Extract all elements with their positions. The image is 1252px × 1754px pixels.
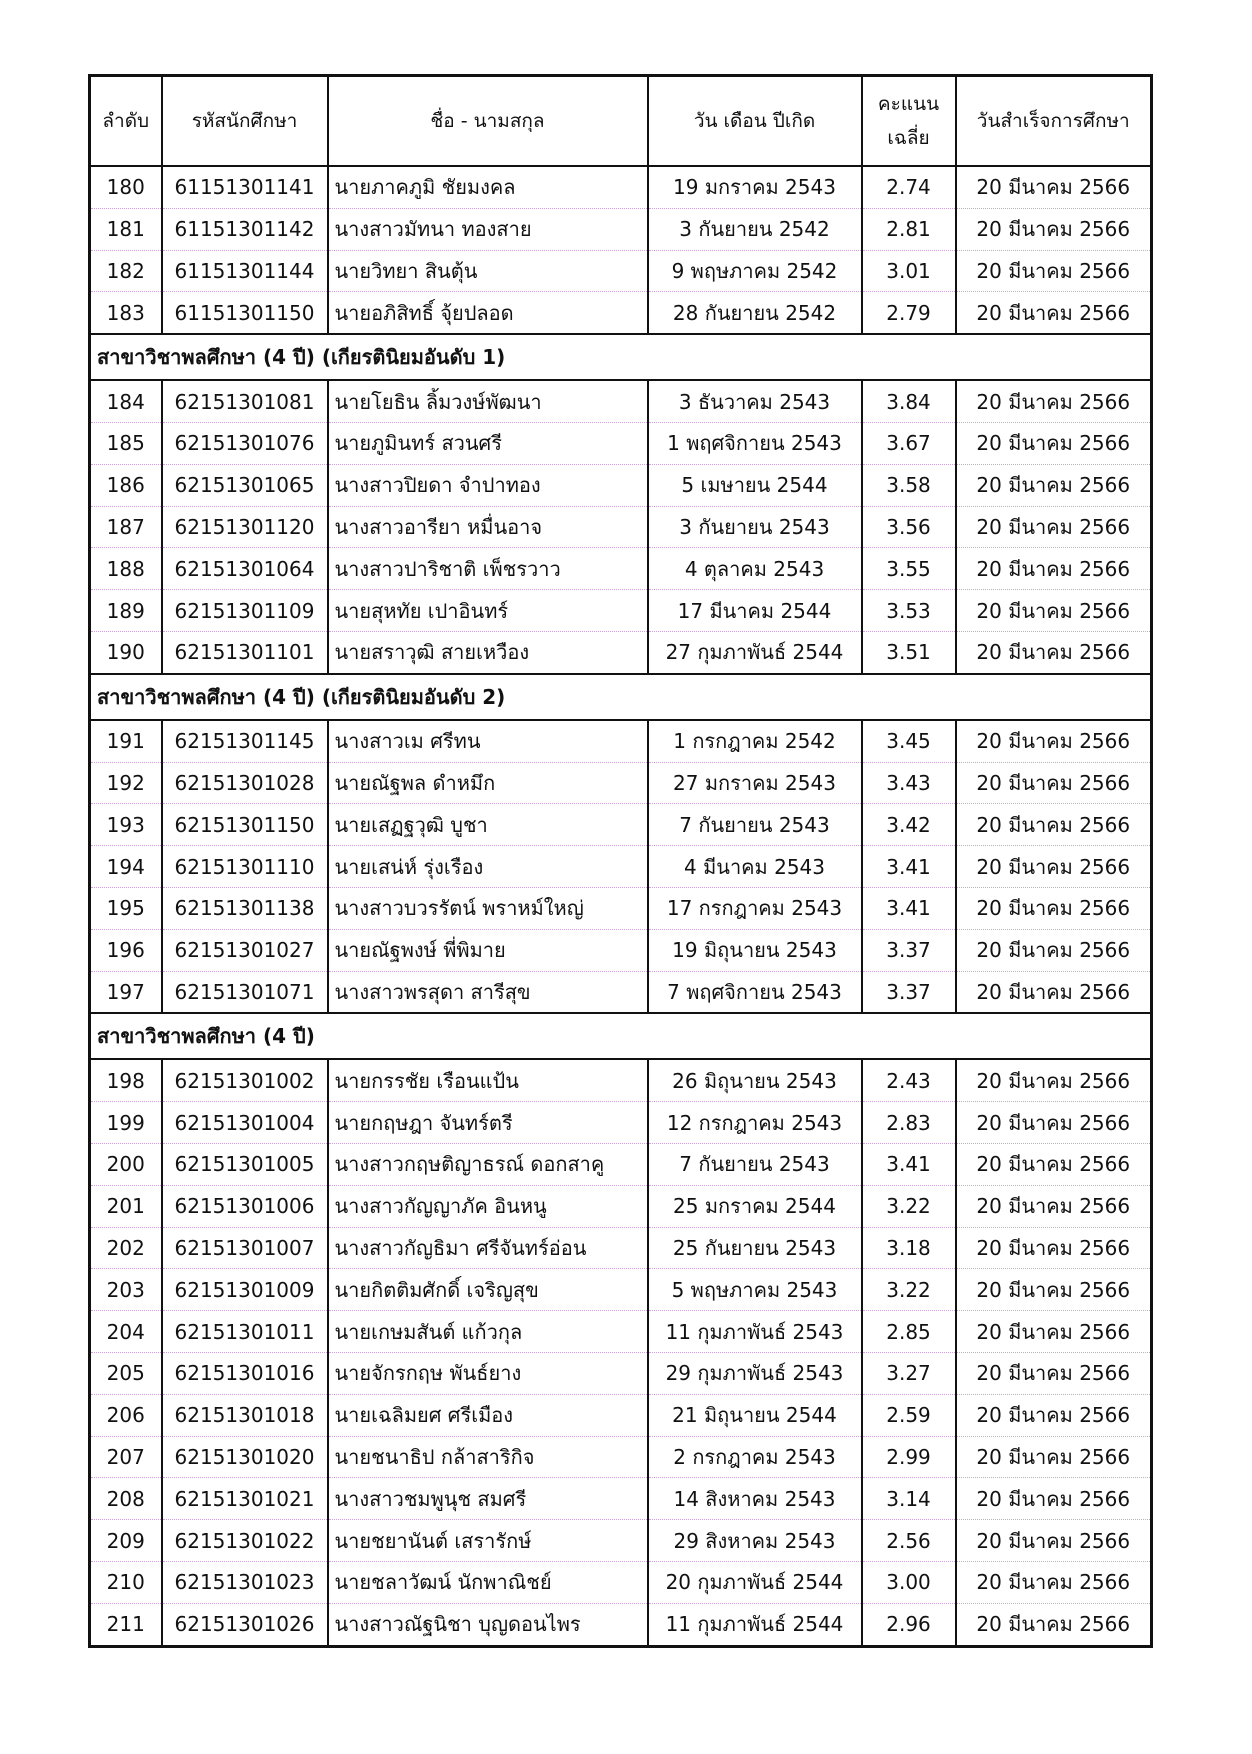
cell-student-id: 62151301138	[162, 887, 328, 929]
cell-gpa: 2.56	[862, 1520, 956, 1562]
cell-name: นายกฤษฎา จันทร์ตรี	[328, 1102, 648, 1144]
cell-graduation-date: 20 มีนาคม 2566	[956, 292, 1152, 334]
cell-gpa: 3.14	[862, 1478, 956, 1520]
cell-name: นายชนาธิป กล้าสาริกิจ	[328, 1436, 648, 1478]
table-row	[90, 720, 1152, 762]
cell-name: นางสาวปิยดา จำปาทอง	[328, 464, 648, 506]
cell-graduation-date: 20 มีนาคม 2566	[956, 590, 1152, 632]
table-row	[90, 380, 1152, 422]
table-row	[90, 1603, 1152, 1646]
table-row	[90, 762, 1152, 804]
cell-student-id: 62151301018	[162, 1394, 328, 1436]
cell-birth-date: 27 กุมภาพันธ์ 2544	[648, 631, 862, 673]
cell-gpa: 3.00	[862, 1561, 956, 1603]
cell-graduation-date: 20 มีนาคม 2566	[956, 971, 1152, 1013]
cell-no: 194	[90, 846, 162, 888]
cell-graduation-date: 20 มีนาคม 2566	[956, 464, 1152, 506]
cell-no: 207	[90, 1436, 162, 1478]
cell-graduation-date: 20 มีนาคม 2566	[956, 380, 1152, 422]
cell-name: นายกิตติมศักดิ์ เจริญสุข	[328, 1269, 648, 1311]
cell-name: นายกรรชัย เรือนแป้น	[328, 1059, 648, 1101]
cell-name: นายณัฐพล ดำหมึก	[328, 762, 648, 804]
cell-no: 200	[90, 1143, 162, 1185]
cell-name: นายโยธิน ลิ้มวงษ์พัฒนา	[328, 380, 648, 422]
table-row	[90, 464, 1152, 506]
cell-no: 182	[90, 250, 162, 292]
cell-birth-date: 5 พฤษภาคม 2543	[648, 1269, 862, 1311]
cell-no: 202	[90, 1227, 162, 1269]
cell-graduation-date: 20 มีนาคม 2566	[956, 1561, 1152, 1603]
cell-student-id: 62151301071	[162, 971, 328, 1013]
cell-gpa: 2.59	[862, 1394, 956, 1436]
cell-birth-date: 26 มิถุนายน 2543	[648, 1059, 862, 1101]
table-row	[90, 422, 1152, 464]
header-birth-date: วัน เดือน ปีเกิด	[648, 76, 862, 167]
cell-student-id: 62151301026	[162, 1603, 328, 1646]
cell-graduation-date: 20 มีนาคม 2566	[956, 1102, 1152, 1144]
table-row	[90, 1059, 1152, 1101]
cell-name: นายสุหทัย เปาอินทร์	[328, 590, 648, 632]
cell-birth-date: 7 กันยายน 2543	[648, 804, 862, 846]
cell-name: นางสาวกัญญาภัค อินหนู	[328, 1185, 648, 1227]
cell-name: นางสาวปาริชาติ เพ็ชรวาว	[328, 548, 648, 590]
cell-gpa: 2.99	[862, 1436, 956, 1478]
cell-no: 185	[90, 422, 162, 464]
cell-no: 186	[90, 464, 162, 506]
cell-gpa: 3.84	[862, 380, 956, 422]
header-student-id: รหัสนักศึกษา	[162, 76, 328, 167]
table-row	[90, 887, 1152, 929]
cell-birth-date: 11 กุมภาพันธ์ 2544	[648, 1603, 862, 1646]
cell-student-id: 62151301027	[162, 929, 328, 971]
header-gpa	[862, 76, 956, 167]
cell-no: 208	[90, 1478, 162, 1520]
table-row	[90, 846, 1152, 888]
cell-name: นายเสฏฐวุฒิ บูชา	[328, 804, 648, 846]
cell-no: 210	[90, 1561, 162, 1603]
cell-gpa: 3.18	[862, 1227, 956, 1269]
cell-name: นายเสน่ห์ รุ่งเรือง	[328, 846, 648, 888]
cell-graduation-date: 20 มีนาคม 2566	[956, 548, 1152, 590]
cell-birth-date: 7 พฤศจิกายน 2543	[648, 971, 862, 1013]
cell-birth-date: 5 เมษายน 2544	[648, 464, 862, 506]
table-row	[90, 1520, 1152, 1562]
cell-student-id: 62151301150	[162, 804, 328, 846]
cell-student-id: 62151301064	[162, 548, 328, 590]
header-graduation-date: วันสำเร็จการศึกษา	[956, 76, 1152, 167]
section-header-row	[90, 334, 1152, 380]
table-row	[90, 250, 1152, 292]
section-title: สาขาวิชาพลศึกษา (4 ปี) (เกียรตินิยมอันดับ 1)	[90, 334, 1152, 380]
cell-student-id: 62151301020	[162, 1436, 328, 1478]
cell-birth-date: 27 มกราคม 2543	[648, 762, 862, 804]
section-header-row	[90, 674, 1152, 720]
cell-name: นางสาวกฤษติญาธรณ์ ดอกสาคู	[328, 1143, 648, 1185]
cell-gpa: 3.37	[862, 929, 956, 971]
table-row	[90, 1143, 1152, 1185]
cell-birth-date: 21 มิถุนายน 2544	[648, 1394, 862, 1436]
cell-graduation-date: 20 มีนาคม 2566	[956, 1227, 1152, 1269]
cell-graduation-date: 20 มีนาคม 2566	[956, 1436, 1152, 1478]
cell-no: 199	[90, 1102, 162, 1144]
cell-gpa: 2.79	[862, 292, 956, 334]
cell-name: นายเฉลิมยศ ศรีเมือง	[328, 1394, 648, 1436]
cell-gpa: 3.41	[862, 887, 956, 929]
cell-graduation-date: 20 มีนาคม 2566	[956, 720, 1152, 762]
cell-no: 198	[90, 1059, 162, 1101]
cell-no: 188	[90, 548, 162, 590]
cell-student-id: 62151301145	[162, 720, 328, 762]
cell-graduation-date: 20 มีนาคม 2566	[956, 1352, 1152, 1394]
cell-no: 192	[90, 762, 162, 804]
cell-graduation-date: 20 มีนาคม 2566	[956, 631, 1152, 673]
header-gpa-line2: เฉลี่ย	[887, 127, 930, 149]
table-row	[90, 1352, 1152, 1394]
cell-gpa: 3.51	[862, 631, 956, 673]
cell-no: 204	[90, 1311, 162, 1353]
cell-no: 191	[90, 720, 162, 762]
cell-student-id: 62151301004	[162, 1102, 328, 1144]
cell-graduation-date: 20 มีนาคม 2566	[956, 846, 1152, 888]
cell-no: 205	[90, 1352, 162, 1394]
cell-student-id: 61151301150	[162, 292, 328, 334]
cell-gpa: 2.43	[862, 1059, 956, 1101]
cell-graduation-date: 20 มีนาคม 2566	[956, 422, 1152, 464]
cell-no: 190	[90, 631, 162, 673]
cell-student-id: 62151301009	[162, 1269, 328, 1311]
cell-no: 180	[90, 166, 162, 208]
cell-graduation-date: 20 มีนาคม 2566	[956, 1269, 1152, 1311]
cell-gpa: 2.85	[862, 1311, 956, 1353]
cell-graduation-date: 20 มีนาคม 2566	[956, 1520, 1152, 1562]
cell-name: นายสราวุฒิ สายเหวือง	[328, 631, 648, 673]
table-row	[90, 1478, 1152, 1520]
cell-name: นางสาวมัทนา ทองสาย	[328, 208, 648, 250]
table-row	[90, 1311, 1152, 1353]
cell-student-id: 61151301144	[162, 250, 328, 292]
section-title: สาขาวิชาพลศึกษา (4 ปี) (เกียรตินิยมอันดับ 2)	[90, 674, 1152, 720]
cell-birth-date: 19 มิถุนายน 2543	[648, 929, 862, 971]
table-row	[90, 1227, 1152, 1269]
cell-graduation-date: 20 มีนาคม 2566	[956, 1143, 1152, 1185]
table-row	[90, 166, 1152, 208]
cell-no: 196	[90, 929, 162, 971]
cell-gpa: 2.74	[862, 166, 956, 208]
cell-no: 195	[90, 887, 162, 929]
cell-no: 197	[90, 971, 162, 1013]
cell-gpa: 3.41	[862, 1143, 956, 1185]
cell-birth-date: 7 กันยายน 2543	[648, 1143, 862, 1185]
table-row	[90, 804, 1152, 846]
cell-student-id: 62151301028	[162, 762, 328, 804]
cell-gpa: 2.81	[862, 208, 956, 250]
cell-no: 193	[90, 804, 162, 846]
cell-graduation-date: 20 มีนาคม 2566	[956, 762, 1152, 804]
cell-birth-date: 29 กุมภาพันธ์ 2543	[648, 1352, 862, 1394]
cell-birth-date: 11 กุมภาพันธ์ 2543	[648, 1311, 862, 1353]
header-gpa-line1: คะแนน	[877, 93, 940, 115]
cell-birth-date: 17 กรกฎาคม 2543	[648, 887, 862, 929]
cell-graduation-date: 20 มีนาคม 2566	[956, 506, 1152, 548]
cell-name: นายจักรกฤษ พันธ์ยาง	[328, 1352, 648, 1394]
cell-graduation-date: 20 มีนาคม 2566	[956, 1603, 1152, 1646]
cell-birth-date: 4 ตุลาคม 2543	[648, 548, 862, 590]
cell-no: 189	[90, 590, 162, 632]
cell-birth-date: 3 กันยายน 2542	[648, 208, 862, 250]
cell-name: นายภูมินทร์ สวนศรี	[328, 422, 648, 464]
table-row	[90, 590, 1152, 632]
cell-name: นางสาวเม ศรีทน	[328, 720, 648, 762]
table-row	[90, 929, 1152, 971]
cell-gpa: 3.01	[862, 250, 956, 292]
cell-name: นายชลาวัฒน์ นักพาณิชย์	[328, 1561, 648, 1603]
table-body	[90, 166, 1152, 1646]
cell-gpa: 3.22	[862, 1185, 956, 1227]
cell-gpa: 3.58	[862, 464, 956, 506]
section-header-row	[90, 1013, 1152, 1059]
cell-graduation-date: 20 มีนาคม 2566	[956, 208, 1152, 250]
cell-student-id: 62151301109	[162, 590, 328, 632]
cell-gpa: 3.37	[862, 971, 956, 1013]
cell-birth-date: 1 กรกฎาคม 2542	[648, 720, 862, 762]
cell-student-id: 62151301120	[162, 506, 328, 548]
cell-no: 184	[90, 380, 162, 422]
cell-gpa: 2.96	[862, 1603, 956, 1646]
cell-student-id: 62151301005	[162, 1143, 328, 1185]
table-row	[90, 208, 1152, 250]
cell-graduation-date: 20 มีนาคม 2566	[956, 1311, 1152, 1353]
cell-no: 183	[90, 292, 162, 334]
cell-student-id: 61151301142	[162, 208, 328, 250]
table-row	[90, 1269, 1152, 1311]
table-row	[90, 1436, 1152, 1478]
cell-graduation-date: 20 มีนาคม 2566	[956, 887, 1152, 929]
cell-birth-date: 3 ธันวาคม 2543	[648, 380, 862, 422]
cell-gpa: 3.56	[862, 506, 956, 548]
cell-graduation-date: 20 มีนาคม 2566	[956, 1478, 1152, 1520]
cell-no: 211	[90, 1603, 162, 1646]
cell-graduation-date: 20 มีนาคม 2566	[956, 1394, 1152, 1436]
cell-birth-date: 25 มกราคม 2544	[648, 1185, 862, 1227]
cell-name: นายชยานันต์ เสรารักษ์	[328, 1520, 648, 1562]
cell-name: นางสาวอารียา หมื่นอาจ	[328, 506, 648, 548]
cell-student-id: 62151301022	[162, 1520, 328, 1562]
cell-name: นางสาวกัญธิมา ศรีจันทร์อ่อน	[328, 1227, 648, 1269]
cell-name: นายวิทยา สินตุ้น	[328, 250, 648, 292]
cell-student-id: 62151301006	[162, 1185, 328, 1227]
cell-birth-date: 4 มีนาคม 2543	[648, 846, 862, 888]
cell-birth-date: 29 สิงหาคม 2543	[648, 1520, 862, 1562]
header-no: ลำดับ	[90, 76, 162, 167]
table-row	[90, 1102, 1152, 1144]
cell-name: นางสาวชมพูนุช สมศรี	[328, 1478, 648, 1520]
cell-name: นางสาวพรสุดา สารีสุข	[328, 971, 648, 1013]
cell-birth-date: 19 มกราคม 2543	[648, 166, 862, 208]
cell-no: 187	[90, 506, 162, 548]
cell-student-id: 62151301076	[162, 422, 328, 464]
graduate-list-table	[88, 74, 1153, 1648]
header-name: ชื่อ - นามสกุล	[328, 76, 648, 167]
cell-no: 209	[90, 1520, 162, 1562]
cell-gpa: 3.55	[862, 548, 956, 590]
cell-student-id: 62151301011	[162, 1311, 328, 1353]
cell-student-id: 62151301016	[162, 1352, 328, 1394]
cell-birth-date: 12 กรกฎาคม 2543	[648, 1102, 862, 1144]
cell-birth-date: 2 กรกฎาคม 2543	[648, 1436, 862, 1478]
cell-student-id: 62151301110	[162, 846, 328, 888]
cell-graduation-date: 20 มีนาคม 2566	[956, 166, 1152, 208]
table-row	[90, 971, 1152, 1013]
cell-name: นางสาวณัฐนิชา บุญดอนไพร	[328, 1603, 648, 1646]
cell-gpa: 3.43	[862, 762, 956, 804]
cell-birth-date: 14 สิงหาคม 2543	[648, 1478, 862, 1520]
cell-student-id: 62151301002	[162, 1059, 328, 1101]
cell-student-id: 62151301065	[162, 464, 328, 506]
cell-gpa: 3.45	[862, 720, 956, 762]
cell-student-id: 62151301023	[162, 1561, 328, 1603]
cell-student-id: 61151301141	[162, 166, 328, 208]
cell-gpa: 3.42	[862, 804, 956, 846]
cell-no: 203	[90, 1269, 162, 1311]
cell-name: นายอภิสิทธิ์ จุ้ยปลอด	[328, 292, 648, 334]
cell-no: 181	[90, 208, 162, 250]
cell-birth-date: 20 กุมภาพันธ์ 2544	[648, 1561, 862, 1603]
cell-name: นายณัฐพงษ์ พี่พิมาย	[328, 929, 648, 971]
cell-birth-date: 17 มีนาคม 2544	[648, 590, 862, 632]
cell-birth-date: 28 กันยายน 2542	[648, 292, 862, 334]
cell-name: นายเกษมสันต์ แก้วกุล	[328, 1311, 648, 1353]
cell-student-id: 62151301007	[162, 1227, 328, 1269]
table-row	[90, 506, 1152, 548]
cell-graduation-date: 20 มีนาคม 2566	[956, 1185, 1152, 1227]
cell-birth-date: 1 พฤศจิกายน 2543	[648, 422, 862, 464]
cell-birth-date: 9 พฤษภาคม 2542	[648, 250, 862, 292]
table-row	[90, 292, 1152, 334]
section-title: สาขาวิชาพลศึกษา (4 ปี)	[90, 1013, 1152, 1059]
table-row	[90, 1185, 1152, 1227]
cell-gpa: 3.53	[862, 590, 956, 632]
table-row	[90, 1394, 1152, 1436]
table-header	[90, 76, 1152, 167]
table-row	[90, 548, 1152, 590]
cell-student-id: 62151301081	[162, 380, 328, 422]
cell-student-id: 62151301021	[162, 1478, 328, 1520]
cell-gpa: 3.27	[862, 1352, 956, 1394]
cell-graduation-date: 20 มีนาคม 2566	[956, 929, 1152, 971]
cell-student-id: 62151301101	[162, 631, 328, 673]
cell-gpa: 3.67	[862, 422, 956, 464]
cell-birth-date: 3 กันยายน 2543	[648, 506, 862, 548]
table-row	[90, 1561, 1152, 1603]
cell-graduation-date: 20 มีนาคม 2566	[956, 250, 1152, 292]
cell-gpa: 3.22	[862, 1269, 956, 1311]
cell-name: นางสาวบวรรัตน์ พราหม์ใหญ่	[328, 887, 648, 929]
cell-no: 206	[90, 1394, 162, 1436]
cell-graduation-date: 20 มีนาคม 2566	[956, 804, 1152, 846]
cell-name: นายภาคภูมิ ชัยมงคล	[328, 166, 648, 208]
cell-no: 201	[90, 1185, 162, 1227]
table-row	[90, 631, 1152, 673]
cell-gpa: 3.41	[862, 846, 956, 888]
cell-birth-date: 25 กันยายน 2543	[648, 1227, 862, 1269]
cell-graduation-date: 20 มีนาคม 2566	[956, 1059, 1152, 1101]
cell-gpa: 2.83	[862, 1102, 956, 1144]
